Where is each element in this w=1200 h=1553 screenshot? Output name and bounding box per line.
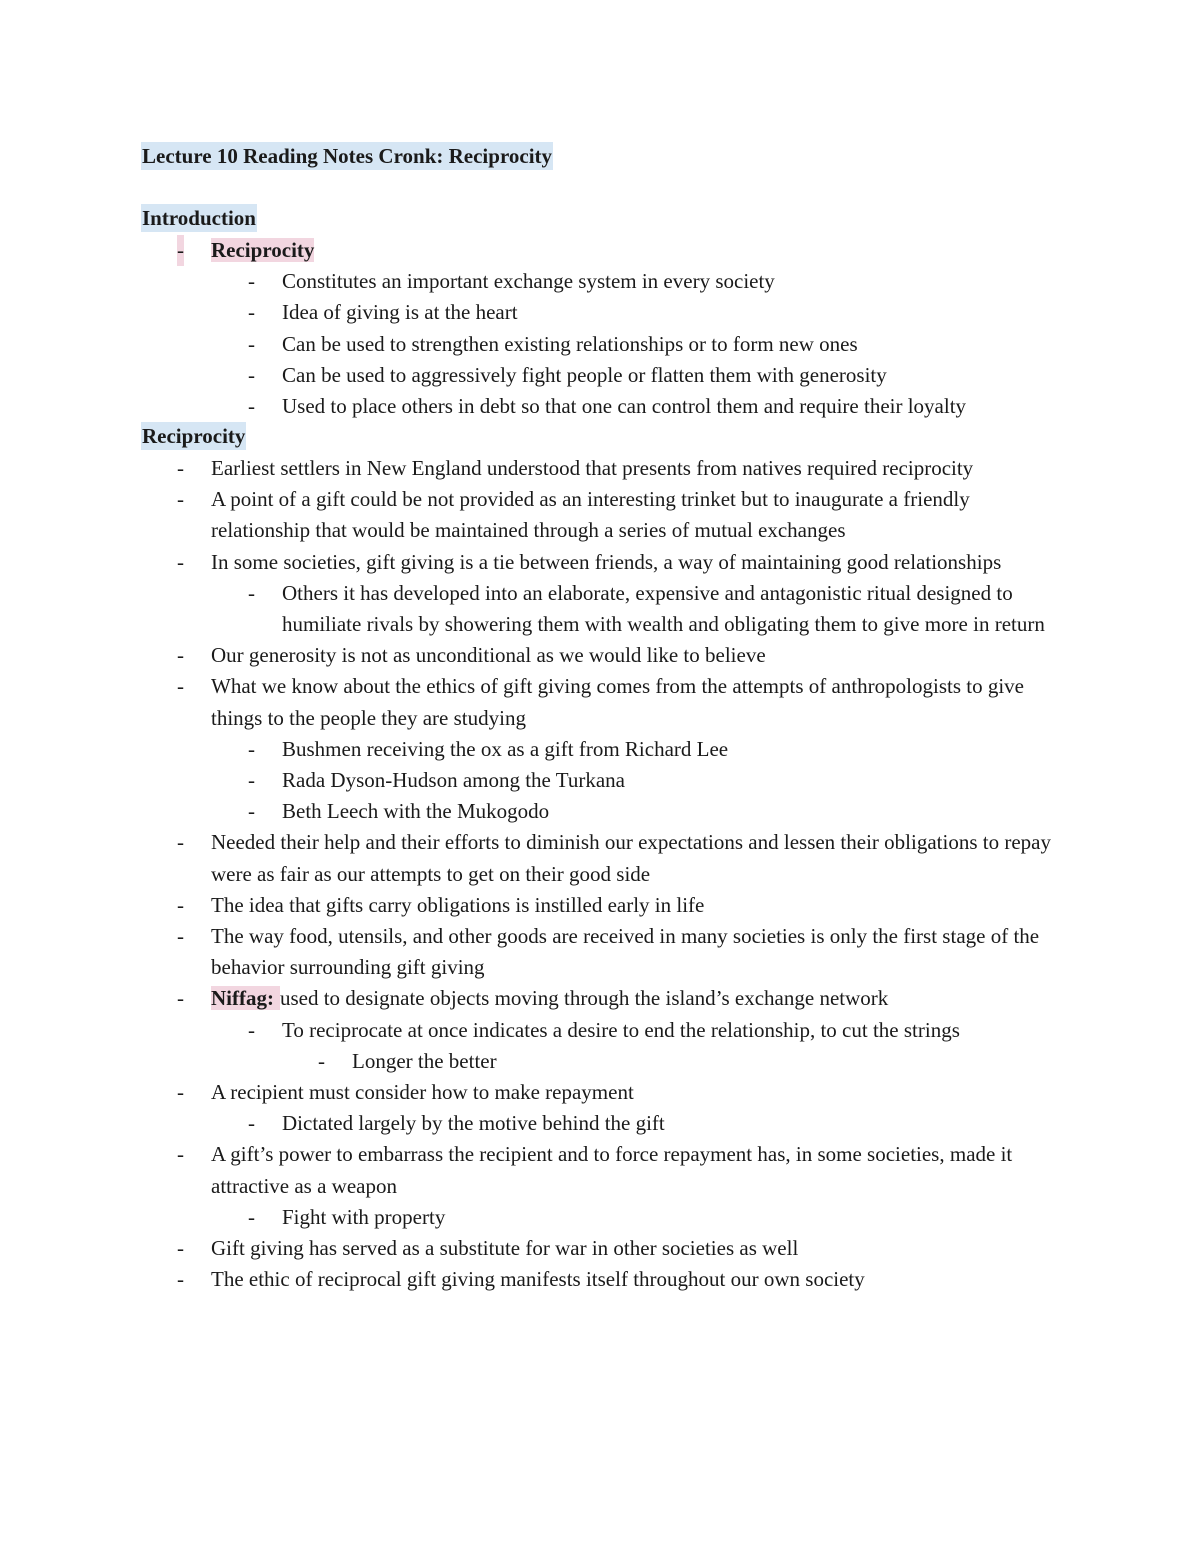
bullet-dash: - [248, 1204, 255, 1229]
bullet-dash: - [177, 1236, 184, 1261]
list-item [0, 297, 1200, 328]
list-item-text: Others it has developed into an elaborate, expensive and antagonistic ritual designed to humiliate rivals by showering them with wealth and obligating them to give more in return [282, 580, 1045, 637]
bullet-dash: - [248, 768, 255, 793]
list-item [0, 921, 1200, 983]
list-item [0, 547, 1200, 578]
reciprocity-list [0, 453, 1200, 1295]
document-title: Lecture 10 Reading Notes Cronk: Reciprocity [142, 144, 553, 168]
bullet-dash: - [177, 235, 184, 266]
bullet-dash: - [177, 643, 184, 668]
list-item-text: used to designate objects moving through the island’s exchange network [279, 986, 889, 1011]
list-item-text: To reciprocate at once indicates a desire to end the relationship, to cut the strings [282, 1017, 960, 1042]
list-item [0, 329, 1200, 360]
list-item [0, 734, 1200, 765]
list-item-text: The ethic of reciprocal gift giving manifests itself throughout our own society [211, 1267, 865, 1292]
list-item [0, 1015, 1200, 1046]
bullet-dash: - [177, 830, 184, 855]
bullet-dash: - [177, 924, 184, 949]
list-item [0, 640, 1200, 671]
bullet-dash: - [248, 580, 255, 605]
list-item-text: The idea that gifts carry obligations is instilled early in life [211, 892, 705, 917]
list-item-text: Rada Dyson-Hudson among the Turkana [282, 768, 625, 793]
list-item [0, 1046, 1200, 1077]
bullet-dash: - [248, 1017, 255, 1042]
list-item-text: Constitutes an important exchange system in every society [282, 269, 775, 294]
list-item [0, 983, 1200, 1014]
list-item [0, 796, 1200, 827]
list-item-text: Fight with property [282, 1204, 446, 1229]
list-item [0, 360, 1200, 391]
bullet-dash: - [177, 674, 184, 699]
bullet-dash: - [177, 1142, 184, 1167]
list-item-text: Earliest settlers in New England understood that presents from natives required reciprocity [211, 456, 974, 480]
bullet-dash: - [318, 1048, 325, 1073]
bullet-dash: - [248, 394, 255, 419]
list-item [0, 578, 1200, 640]
list-item-text: Bushmen receiving the ox as a gift from Richard Lee [282, 736, 729, 761]
list-item [0, 235, 1200, 266]
introduction-list [0, 235, 1200, 422]
list-item-text: In some societies, gift giving is a tie between friends, a way of maintaining good relationships [211, 549, 1002, 574]
list-item-text: Can be used to strengthen existing relationships or to form new ones [282, 331, 858, 356]
list-item-text: Idea of giving is at the heart [282, 300, 518, 325]
list-item-text: A point of a gift could be not provided as an interesting trinket but to inaugurate a friendly relationship that would be maintained through a series of mutual exchanges [211, 487, 970, 543]
bullet-dash: - [248, 331, 255, 356]
list-item-text: Needed their help and their efforts to diminish our expectations and lessen their obligations to repay were as fair as our attempts to get on their good side [211, 830, 1051, 886]
list-item [0, 765, 1200, 796]
bullet-dash: - [177, 487, 184, 512]
bullet-dash: - [177, 456, 184, 480]
list-item-text: A recipient must consider how to make repayment [211, 1080, 634, 1105]
bullet-dash: - [248, 269, 255, 294]
list-item-text: A gift’s power to embarrass the recipient and to force repayment has, in some societies, made it attractive as a weapon [211, 1142, 1013, 1198]
list-item-text: Dictated largely by the motive behind the gift [282, 1111, 665, 1136]
list-item [0, 391, 1200, 422]
list-item [0, 453, 1200, 484]
term-niffag: Niffag: [211, 986, 280, 1010]
list-item [0, 484, 1200, 546]
list-item-text: Beth Leech with the Mukogodo [282, 799, 550, 824]
bullet-dash: - [248, 1111, 255, 1136]
list-item-text: The way food, utensils, and other goods are received in many societies is only the first stage of the behavior surrounding gift giving [211, 924, 1040, 980]
list-item [0, 1139, 1200, 1201]
list-item-text: Used to place others in debt so that one can control them and require their loyalty [282, 394, 967, 419]
list-item [0, 1108, 1200, 1139]
list-item [0, 1264, 1200, 1295]
bullet-dash: - [177, 892, 184, 917]
section-heading-introduction: Introduction [142, 206, 256, 230]
bullet-dash: - [177, 549, 184, 574]
list-item-text: Gift giving has served as a substitute for war in other societies as well [211, 1236, 799, 1261]
bullet-dash: - [248, 799, 255, 824]
bullet-dash: - [248, 300, 255, 325]
bullet-dash: - [177, 1080, 184, 1105]
bullet-dash: - [177, 1267, 184, 1292]
bullet-dash: - [177, 986, 184, 1011]
list-item-text: What we know about the ethics of gift giving comes from the attempts of anthropologists to give things to the people they are studying [211, 674, 1025, 730]
list-item [0, 890, 1200, 921]
list-item [0, 266, 1200, 297]
list-item [0, 827, 1200, 889]
list-item-text: Longer the better [352, 1048, 497, 1073]
list-item [0, 1233, 1200, 1264]
bullet-dash: - [248, 362, 255, 387]
term-reciprocity: Reciprocity [211, 238, 315, 262]
list-item [0, 1202, 1200, 1233]
list-item-text: Can be used to aggressively fight people or flatten them with generosity [282, 362, 887, 387]
list-item [0, 671, 1200, 733]
bullet-dash: - [248, 736, 255, 761]
section-heading-reciprocity: Reciprocity [142, 424, 246, 448]
list-item [0, 1077, 1200, 1108]
list-item-text: Our generosity is not as unconditional as we would like to believe [211, 643, 766, 668]
